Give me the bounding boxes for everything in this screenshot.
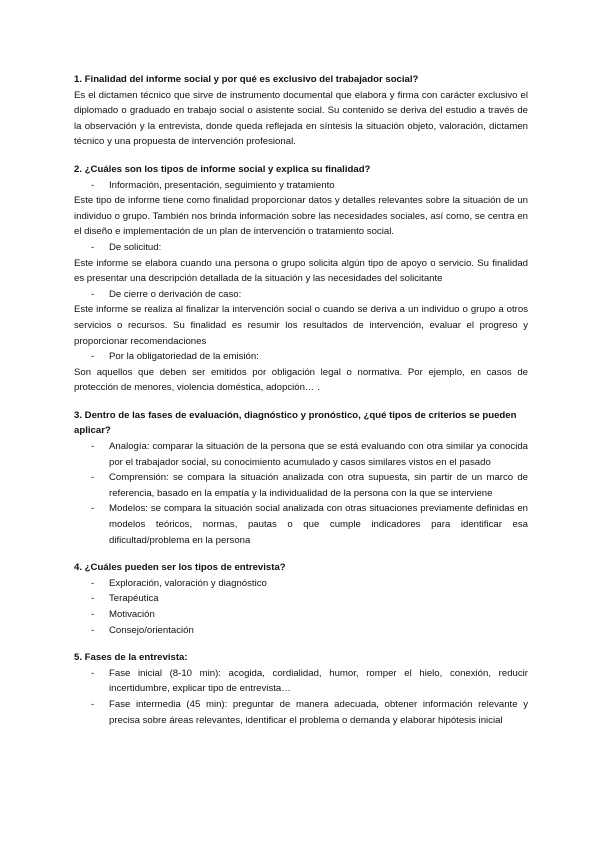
list-item: - Analogía: comparar la situación de la persona que se está evaluando con otra similar ya conocida por el trabajador social, su conocimiento acumulado y casos similares vistos en el pasado	[74, 439, 528, 470]
criteria-list	[74, 439, 528, 548]
section-2	[74, 162, 528, 396]
type-description: Este informe se realiza al finalizar la intervención social o cuando se deriva a un individuo o grupo a otros servicios o recursos. Su finalidad es resumir los resultados de intervención, evaluar el progreso y proporcionar recomendaciones	[74, 304, 528, 347]
section-4	[74, 560, 528, 638]
answer-1-paragraph: Es el dictamen técnico que sirve de instrumento documental que elabora y firma con carácter exclusivo el diplomado o graduado en trabajo social o asistente social. Su contenido se deriva del estudio a través de la observación y la entrevista, donde queda reflejada en síntesis la situación objeto, valoración, dictamen técnico y una propuesta de intervención profesional.	[74, 89, 528, 148]
type-label: - De solicitud:	[74, 240, 528, 256]
type-description: Este tipo de informe tiene como finalidad proporcionar datos y detalles relevantes sobre la situación de un individuo o grupo. También nos brinda información sobre las necesidades sociales, así como, se centra en el diseño e implementación de un plan de intervención o tratamiento social.	[74, 195, 528, 238]
question-2-heading: 2. ¿Cuáles son los tipos de informe social y explica su finalidad?	[74, 163, 371, 175]
list-item: - Comprensión: se compara la situación analizada con otra supuesta, sin partir de un marco de referencia, basado en la empatía y la individualidad de la persona con la que se interviene	[74, 470, 528, 501]
question-1-heading: 1. Finalidad del informe social y por qué es exclusivo del trabajador social?	[74, 74, 419, 85]
type-list-1	[74, 178, 528, 194]
document-content	[74, 72, 528, 740]
question-4-heading: 4. ¿Cuáles pueden ser los tipos de entrevista?	[74, 562, 286, 574]
type-description: Son aquellos que deben ser emitidos por obligación legal o normativa. Por ejemplo, en casos de protección de menores, violencia doméstica, adopción… .	[74, 366, 528, 394]
type-list-2	[74, 240, 528, 256]
type-list-4	[74, 349, 528, 365]
list-item: - Consejo/orientación	[74, 623, 528, 639]
section-5	[74, 650, 528, 728]
list-item: - Modelos: se compara la situación social analizada con otras situaciones previamente definidas en modelos teóricos, normas, pautas o que cumple indicadores para identificar esa dificultad/problema en la persona	[74, 501, 528, 548]
type-label: - Información, presentación, seguimiento y tratamiento	[74, 178, 528, 194]
type-list-3	[74, 287, 528, 303]
section-3	[74, 408, 528, 548]
question-3-heading: 3. Dentro de las fases de evaluación, diagnóstico y pronóstico, ¿qué tipos de criterios se pueden aplicar?	[74, 409, 517, 437]
list-item: - Fase intermedia (45 min): preguntar de manera adecuada, obtener información relevante y precisa sobre áreas relevantes, identificar el problema o demanda y elaborar hipótesis inicial	[74, 697, 528, 728]
type-label: - Por la obligatoriedad de la emisión:	[74, 349, 528, 365]
list-item: - Fase inicial (8-10 min): acogida, cordialidad, humor, romper el hielo, conexión, reducir incertidumbre, explicar tipo de entrevista…	[74, 666, 528, 697]
interview-types-list	[74, 576, 528, 638]
type-description: Este informe se elabora cuando una persona o grupo solicita algún tipo de apoyo o servicio. Su finalidad es presentar una descripción detallada de la situación y las necesidades del solicitante	[74, 257, 528, 285]
list-item: - Exploración, valoración y diagnóstico	[74, 576, 528, 592]
question-5-heading: 5. Fases de la entrevista:	[74, 652, 188, 664]
type-label: - De cierre o derivación de caso:	[74, 287, 528, 303]
section-1	[74, 72, 528, 150]
interview-phases-list	[74, 666, 528, 728]
list-item: - Terapéutica	[74, 591, 528, 607]
list-item: - Motivación	[74, 607, 528, 623]
